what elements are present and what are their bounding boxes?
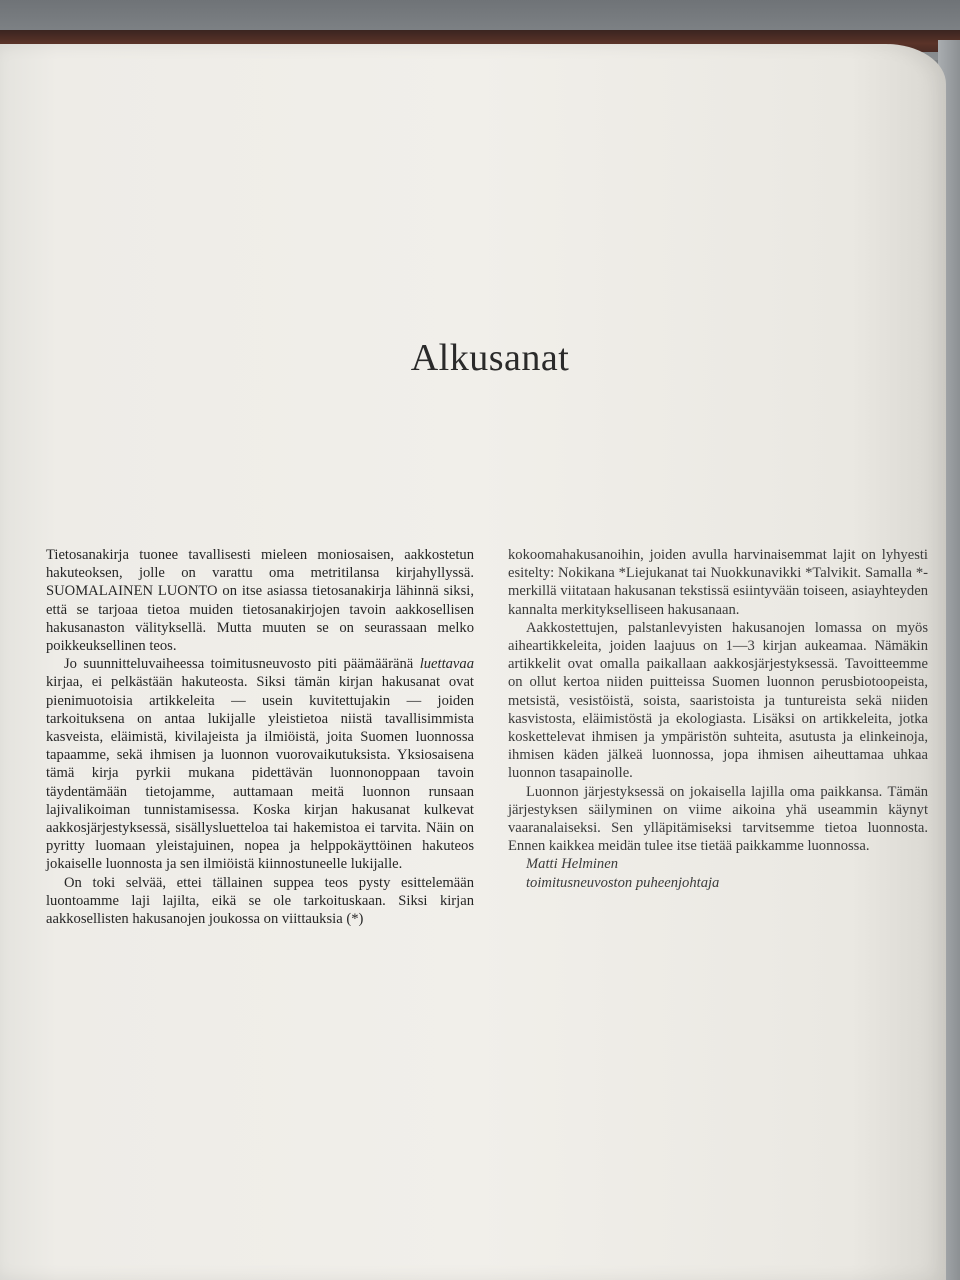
- paragraph: [46, 655, 474, 873]
- signature-name: Matti Helminen: [526, 856, 619, 873]
- emphasized-word: luettavaa: [419, 656, 474, 673]
- paragraph: kokoomahakusanoihin, joiden avulla harvinaisemmat lajit on lyhyesti esitelty: Nokikana *Liejukanat tai Nuokkunavikki *Talvikit. Samalla *-merkillä viitataan hakusanan tekstissä esiintyvään toiseen, asiayhteyden kannalta merkitykselliseen hakusanaan.: [508, 547, 928, 618]
- paragraph-text: Jo suunnitteluvaiheessa toimitusneuvosto piti päämääränä: [64, 656, 420, 673]
- page-title: Alkusanat: [410, 337, 570, 379]
- signature: [508, 855, 928, 891]
- left-text-column: [46, 546, 474, 928]
- paragraph: Aakkostettujen, palstanlevyisten hakusanojen lomassa on myös aiheartikkeleita, joiden laajuus on 1—3 kirjan aukeamaa. Nämäkin artikkelit ovat omalla paikallaan aakkosjärjestyksessä. Tavoitteemme on ollut kertoa niiden puitteissa Suomen luonnon perusbiotoopeista, metsistä, vesistöistä, soista, saaristoista ja tuntureista sekä niiden kasvistosta, eläimistöstä ja ekologiasta. Lisäksi on artikkeleita, jotka koskettelevat ihmisen ja ympäristön suhteita, asutusta ja elinkeinoja, ihmisen käden jälkeä luonnossa, jopa ihmisen aiheuttamaa uhkaa luonnon tasapainolle.: [508, 619, 928, 782]
- paragraph: On toki selvää, ettei tällainen suppea teos pysty esittelemään luontoamme laji lajilta, eikä se ole tarkoituskaan. Siksi kirjan aakkosellisten hakusanojen joukossa on viittauksia (*): [46, 874, 474, 928]
- paragraph: Tietosanakirja tuonee tavallisesti mieleen moniosaisen, aakkostetun hakuteoksen, jolle on varattu oma metritilansa kirjahyllyssä. SUOMALAINEN LUONTO on itse asiassa tietosanakirja lähinnä siksi, että se tarjoaa tietoa muiden tietosanakirjojen tavoin aakkosellisen hakusanaston välityksellä. Mutta muuten se on seurassaan melko poikkeuksellinen teos.: [46, 547, 474, 655]
- paragraph: Luonnon järjestyksessä on jokaisella lajilla oma paikkansa. Tämän järjestyksen säilyminen on viime aikoina yhä useammin käynyt vaaranalaiseksi. Sen ylläpitämiseksi tarvitsemme tietoa luonnosta. Ennen kaikkea meidän tulee itse tietää paikkamme luonnossa.: [508, 783, 928, 855]
- paragraph-text: kirjaa, ei pelkästään hakuteosta. Siksi tämän kirjan hakusanat ovat pienimuotoisia artikkeleita — usein kuvitettujakin — joiden tarkoituksena on antaa lukijalle yleistietoa niistä tavallisimmista kasveista, eläimistä, kivilajeista ja ilmiöistä, joita Suomen luonnossa tapaamme, sekä ihmisen ja luonnon vuorovaikutuksista. Yksiosaisena tämä kirja pyrkii mukana pidettävän luonnonoppaan tavoin täydentämään tietojamme, auttamaan meitä luonnon runsaan lajivalikoiman tunnistamisessa. Koska kirjan hakusanat kulkevat aakkosjärjestyksessä, sisällysluetteloa tai hakemistoa ei tarvita. Näin on pyritty luomaan yleistajuinen, nopea ja helppokäyttöinen hakuteos jokaiselle luonnosta ja sen ilmiöistä kiinnostuneelle lukijalle.: [46, 674, 474, 873]
- signature-role: toimitusneuvoston puheenjohtaja: [526, 874, 720, 891]
- right-text-column: [508, 546, 928, 892]
